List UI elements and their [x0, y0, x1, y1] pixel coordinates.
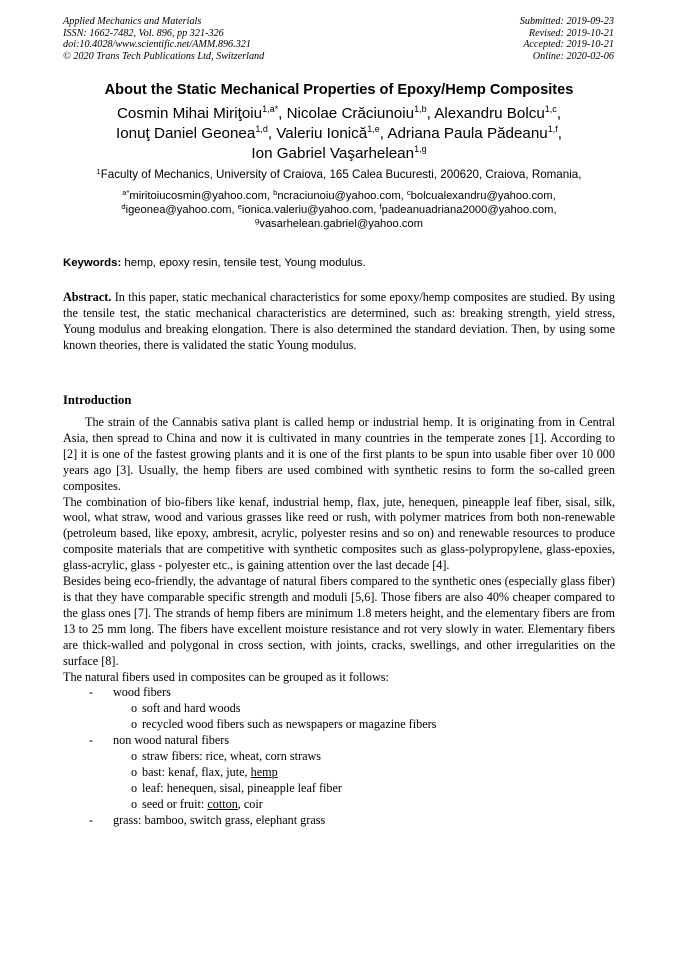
dash-bullet: - [89, 685, 94, 700]
list-item [63, 813, 615, 829]
email-address: igeonea@yahoo.com [125, 204, 232, 216]
circle-bullet: o [131, 749, 138, 764]
fiber-classification-list [63, 685, 615, 828]
author-name: Adriana Paula Pădeanu [387, 125, 548, 142]
hemp-term: hemp [250, 764, 278, 779]
keywords-label: Keywords: [63, 257, 122, 269]
author-sup: 1,c [544, 104, 557, 114]
dash-bullet: - [89, 733, 94, 748]
author-line-3 [40, 144, 638, 164]
author-name: Ion Gabriel Vaşarhelean [251, 145, 415, 162]
email-address: padeanuadriana2000@yahoo.com [381, 204, 554, 216]
author-line-2: Ionuţ Daniel Geonea$^{1,d}$, Valeriu Ionică$^{1,e}$, Adriana Paula Pădeanu$^{1,f}$, [115, 124, 563, 142]
paragraph: Besides being eco-friendly, the advantage of natural fibers compared to the synthetic ones (especially glass fiber) is that they have comparable specific strength and moduli [5,6]. Those fibers are also 40% cheaper compared to the glass ones [7]. The strands of hemp fibers are minimum 1.8 meters height, and the elementary fibers are from 13 to 25 mm long. The fibers have excellent moisture resistance and rot very slowly in water. Elementary fibers are thick-walled and polygonal in cross section, with joints, cracks, swellings, and other irregularities on the surface [8]. [63, 574, 615, 668]
list-item [63, 685, 615, 733]
email-list [40, 189, 638, 231]
cotton-term: cotton [207, 796, 238, 811]
author-sup: 1,g [414, 144, 427, 154]
list-item [63, 733, 615, 813]
sublist-item: o bast: kenaf, flax, jute, hemp [131, 764, 278, 779]
paper-title: About the Static Mechanical Properties of Epoxy/Hemp Composites [104, 82, 574, 98]
sublist-item: o leaf: henequen, sisal, pineapple leaf fiber [131, 780, 342, 795]
author-name: Ionuţ Daniel Geonea [115, 125, 256, 142]
accepted-date: Accepted: 2019-10-21 [523, 39, 614, 51]
dash-bullet: - [89, 812, 94, 827]
circle-bullet: o [131, 796, 138, 811]
author-sup: 1,d [255, 124, 268, 134]
journal-info [63, 16, 264, 62]
circle-bullet: o [131, 764, 138, 779]
email-address: bolcualexandru@yahoo.com [410, 190, 553, 202]
author-sup: 1,b [414, 104, 427, 114]
abstract-text: In this paper, static mechanical characteristics for some epoxy/hemp composites are studied. By using the tensile test, the static mechanical characteristics are determined, such as: breaking strength, yield stress, Young modulus and breaking elongation. There is also determined the standard deviation. Then, by using some known theories, there is validated the static Young modulus. [63, 290, 615, 352]
email-address: vasarhelean.gabriel@yahoo.com [259, 218, 423, 230]
publication-dates [520, 16, 614, 62]
sublist [113, 701, 615, 733]
email-line-1: $^{a*}$miritoiucosmin@yahoo.com, $^b$ncraciunoiu@yahoo.com, $^c$bolcualexandru@yahoo.com, [122, 188, 556, 202]
circle-bullet: o [131, 780, 138, 795]
section-heading-introduction: Introduction [63, 393, 132, 407]
paragraph: The combination of bio-fibers like kenaf, industrial hemp, flax, jute, henequen, pineapple leaf fiber, sisal, silk, wool, what straw, wood and various grasses like reed or rush, with polymer matrices from both non-renewable (petroleum based, like epoxy, ambresit, acrylic, polyester resins and so on) and renewable resources to produce composite materials that are competitive with synthetic composites such as glass-polypropylene, glass-epoxies, glass-acrylic, glass - polyester etc., is gaining attention over the last decade [4]. [63, 494, 615, 573]
author-name: Alexandru Bolcu [434, 105, 545, 122]
affiliation-sup: 1 [96, 167, 101, 176]
revised-date: Revised: 2019-10-21 [528, 27, 614, 39]
email-line-2: $^d$igeonea@yahoo.com, $^e$ionica.valeriu@yahoo.com, $^f$padeanuadriana2000@yahoo.com, [121, 202, 557, 216]
author-name: Cosmin Mihai Miriţoiu [116, 105, 263, 122]
author-sup: 1,a* [262, 104, 279, 114]
author-name: Nicolae Crăciunoiu [286, 105, 415, 122]
list-item-label: grass: bamboo, switch grass, elephant grass [113, 812, 326, 827]
list-item-label: non wood natural fibers [113, 733, 230, 748]
sublist-item: o straw fibers: rice, wheat, corn straws [131, 749, 322, 764]
sublist-item: o soft and hard woods [131, 701, 241, 716]
email-address: ncraciunoiu@yahoo.com [277, 190, 401, 202]
email-line-3: $^g$vasarhelean.gabriel@yahoo.com [255, 216, 423, 230]
affiliation [40, 168, 638, 182]
sublist-item: o seed or fruit: cotton, coir [131, 796, 263, 811]
author-list [40, 104, 638, 164]
author-line-1: Cosmin Mihai Miriţoiu$^{1,a*}$, Nicolae Crăciunoiu$^{1,b}$, Alexandru Bolcu$^{1,c}$, [116, 104, 562, 122]
author-name: Valeriu Ionică [276, 125, 368, 142]
submitted-date: Submitted: 2019-09-23 [519, 16, 614, 27]
copyright-line: © 2020 Trans Tech Publications Ltd, Switzerland [63, 50, 265, 62]
issn-line: ISSN: 1662-7482, Vol. 896, pp 321-326 [63, 27, 224, 39]
doi-line: doi:10.4028/www.scientific.net/AMM.896.321 [63, 39, 251, 51]
abstract [63, 290, 615, 354]
list-item-label: wood fibers [113, 685, 171, 700]
email-address: ionica.valeriu@yahoo.com [241, 204, 374, 216]
abstract-label: Abstract. [63, 290, 112, 304]
introduction-body [63, 415, 615, 829]
author-sup: 1,f [547, 124, 558, 134]
email-address: miritoiucosmin@yahoo.com [129, 190, 267, 202]
paragraph: The natural fibers used in composites can be grouped as it follows: [63, 669, 389, 684]
author-sup: 1,e [367, 124, 380, 134]
sublist [113, 749, 615, 813]
paragraph: The strain of the Cannabis sativa plant is called hemp or industrial hemp. It is originating from in Central Asia, then spread to China and now it is cultivated in many countries in the temperate zones [1]. According to [2] it is one of the fastest growing plants and it is one of the first plants to be spun into usable fiber over 10 000 years ago [3]. Usually, the hemp fibers are used combined with synthetic resins to form the so-called green composites. [63, 415, 615, 493]
circle-bullet: o [131, 717, 138, 732]
keywords [63, 256, 615, 270]
affiliation-text: Faculty of Mechanics, University of Craiova, 165 Calea Bucuresti, 200620, Craiova, Romania, [100, 168, 582, 181]
online-date: Online: 2020-02-06 [532, 50, 614, 62]
sublist-item: o recycled wood fibers such as newspapers or magazine fibers [131, 717, 437, 732]
journal-name: Applied Mechanics and Materials [63, 16, 202, 27]
keywords-text: hemp, epoxy resin, tensile test, Young modulus. [124, 257, 366, 269]
circle-bullet: o [131, 701, 138, 716]
